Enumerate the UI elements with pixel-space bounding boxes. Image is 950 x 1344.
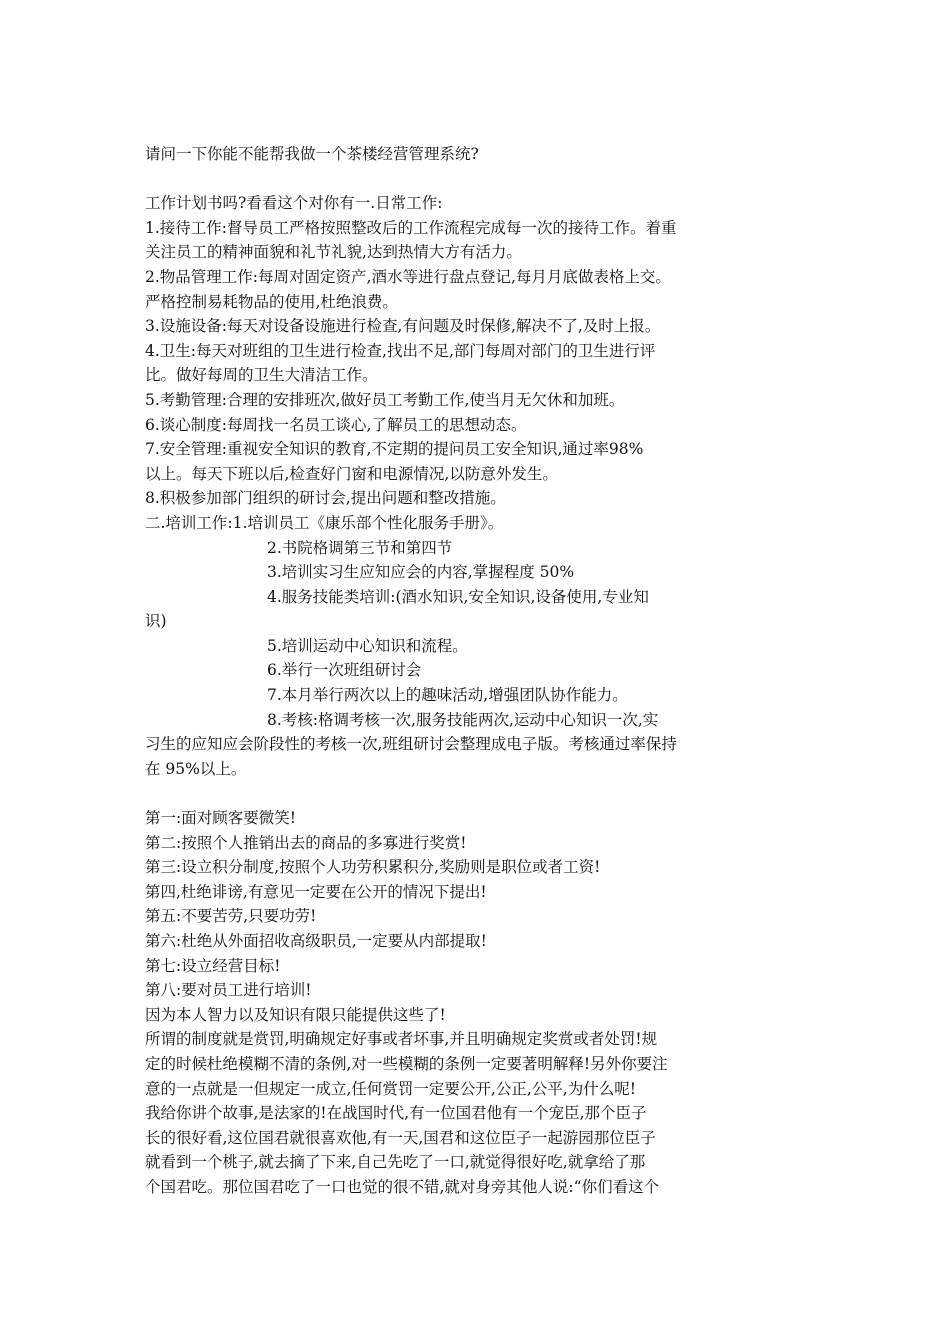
text-line: 7.本月举行两次以上的趣味活动,增强团队协作能力。 — [267, 686, 628, 705]
text-line: 5.考勤管理:合理的安排班次,做好员工考勤工作,使当月无欠休和加班。 — [145, 390, 625, 409]
text-line: 定的时候杜绝模糊不清的条例,对一些模糊的条例一定要著明解释!另外你要注 — [145, 1054, 668, 1073]
text-line: 习生的应知应会阶段性的考核一次,班组研讨会整理成电子版。考核通过率保持 — [145, 735, 677, 754]
text-line: 第三:设立积分制度,按照个人功劳积累积分,奖励则是职位或者工资! — [145, 858, 601, 877]
text-line: 比。做好每周的卫生大清洁工作。 — [145, 366, 378, 385]
text-line: 第二:按照个人推销出去的商品的多寡进行奖赏! — [145, 833, 467, 852]
text-line: 第五:不要苦劳,只要功劳! — [145, 907, 317, 926]
blank-line — [145, 781, 810, 806]
text-line: 3.设施设备:每天对设备设施进行检查,有问题及时保修,解决不了,及时上报。 — [145, 317, 661, 336]
text-line: 8.考核:格调考核一次,服务技能两次,运动中心知识一次,实 — [267, 710, 659, 729]
text-line: 意的一点就是一但规定一成立,任何赏罚一定要公开,公正,公平,为什么呢! — [145, 1079, 636, 1098]
text-line: 第一:面对顾客要微笑! — [145, 809, 296, 828]
text-line: 就看到一个桃子,就去摘了下来,自己先吃了一口,就觉得很好吃,就拿给了那 — [145, 1153, 646, 1172]
text-line: 第四,杜绝诽谤,有意见一定要在公开的情况下提出! — [145, 882, 487, 901]
text-line: 二.培训工作:1.培训员工《康乐部个性化服务手册》。 — [145, 513, 504, 532]
text-line: 2.书院格调第三节和第四节 — [267, 538, 453, 557]
text-line: 2.物品管理工作:每周对固定资产,酒水等进行盘点登记,每月月底做表格上交。 — [145, 267, 671, 286]
text-line: 我给你讲个故事,是法家的!在战国时代,有一位国君他有一个宠臣,那个臣子 — [145, 1104, 647, 1123]
text-line: 第八:要对员工进行培训! — [145, 981, 312, 1000]
text-line: 5.培训运动中心知识和流程。 — [267, 636, 468, 655]
text-line: 4.卫生:每天对班组的卫生进行检查,找出不足,部门每周对部门的卫生进行评 — [145, 341, 656, 360]
text-line: 4.服务技能类培训:(酒水知识,安全知识,设备使用,专业知 — [267, 587, 649, 606]
text-line: 识) — [145, 612, 167, 631]
text-line: 严格控制易耗物品的使用,杜绝浪费。 — [145, 292, 398, 311]
text-line: 6.谈心制度:每周找一名员工谈心,了解员工的思想动态。 — [145, 415, 527, 434]
text-line: 7.安全管理:重视安全知识的教育,不定期的提问员工安全知识,通过率98% — [145, 440, 644, 459]
text-line: 工作计划书吗?看看这个对你有一.日常工作: — [145, 194, 443, 213]
document-body — [145, 142, 810, 1200]
text-line: 1.接待工作:督导员工严格按照整改后的工作流程完成每一次的接待工作。着重 — [145, 218, 677, 237]
text-line: 个国君吃。那位国君吃了一口也觉的很不错,就对身旁其他人说:“你们看这个 — [145, 1177, 660, 1196]
text-line: 所谓的制度就是赏罚,明确规定好事或者坏事,并且明确规定奖赏或者处罚!规 — [145, 1030, 658, 1049]
text-line: 因为本人智力以及知识有限只能提供这些了! — [145, 1005, 446, 1024]
text-line: 3.培训实习生应知应会的内容,掌握程度 50% — [267, 563, 575, 582]
text-line: 在 95%以上。 — [145, 759, 247, 778]
text-line: 第六:杜绝从外面招收高级职员,一定要从内部提取! — [145, 932, 487, 950]
text-line: 以上。每天下班以后,检查好门窗和电源情况,以防意外发生。 — [145, 464, 558, 483]
text-line: 请问一下你能不能帮我做一个茶楼经营管理系统? — [145, 145, 479, 163]
text-line: 第七:设立经营目标! — [145, 956, 281, 975]
blank-line — [145, 167, 810, 192]
text-line: 6.举行一次班组研讨会 — [267, 661, 422, 680]
text-line: 长的很好看,这位国君就很喜欢他,有一天,国君和这位臣子一起游园那位臣子 — [145, 1128, 656, 1147]
text-line: 关注员工的精神面貌和礼节礼貌,达到热情大方有活力。 — [145, 243, 522, 262]
text-line: 8.积极参加部门组织的研讨会,提出问题和整改措施。 — [145, 489, 506, 508]
